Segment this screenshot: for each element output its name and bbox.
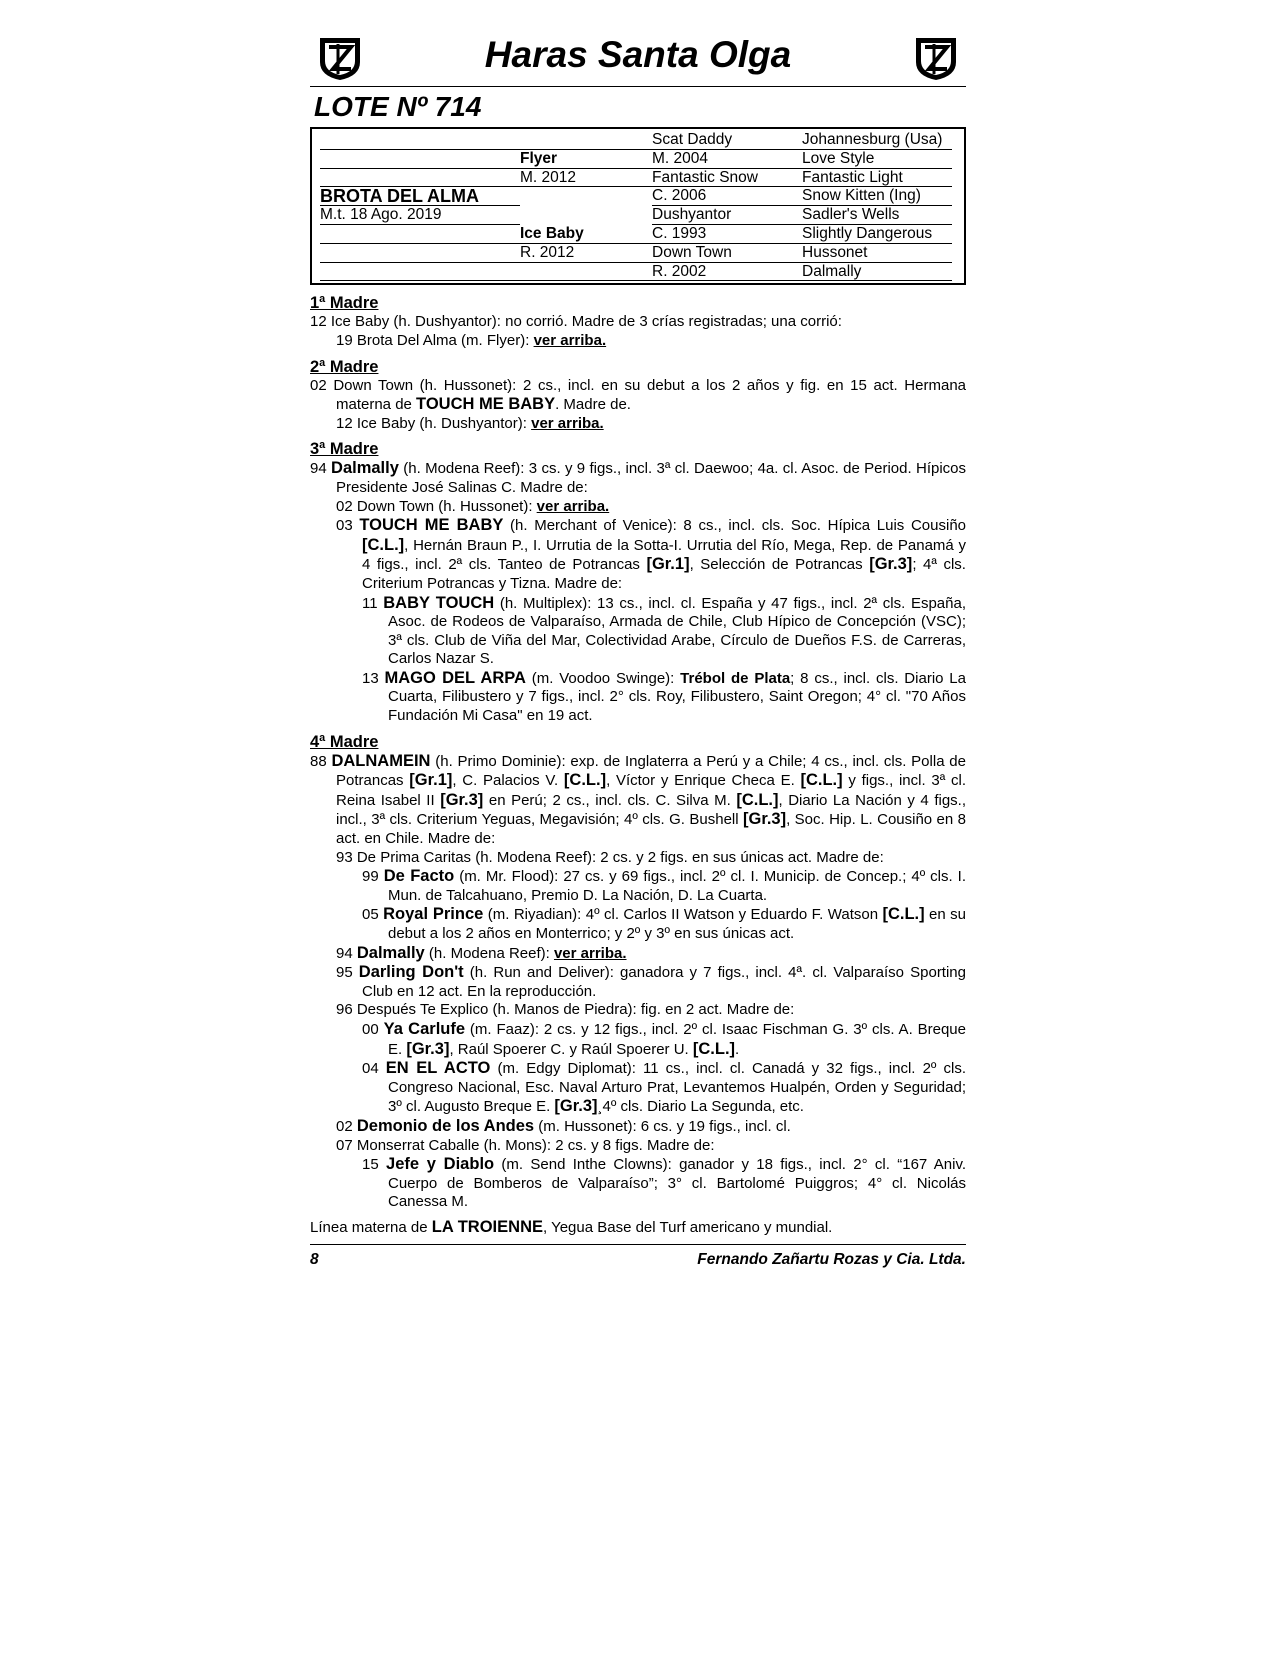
- dam-dam: Down Town: [652, 244, 802, 263]
- ver-arriba-link[interactable]: ver arriba.: [533, 331, 607, 349]
- entry: 02 Demonio de los Andes (m. Hussonet): 6 cs. y 19 figs., incl. cl.: [336, 1116, 791, 1135]
- entry: 04 EN EL ACTO (m. Edgy Diplomat): 11 cs., incl. cl. Canadá y 32 figs., incl. 2º cls. Congreso Nacional, Esc. Naval Arturo Prat, Levantemos Hualpén, Orden y Seguridad; 3º cl. Augusto Breque E. [Gr.3]¸4º cls. Diario La Segunda, etc.: [362, 1059, 967, 1116]
- ancestor: Snow Kitten (Ing): [802, 187, 952, 206]
- dam-sire-info: C. 1993: [652, 225, 802, 244]
- zr-shield-logo-icon: [912, 34, 960, 82]
- entry: 88 DALNAMEIN (h. Primo Dominie): exp. de Inglaterra a Perú y a Chile; 4 cs., incl. cls. Polla de Potrancas [Gr.1], C. Palacios V. [C.L.], Víctor y Enrique Checa E. [C.L.] y figs., incl. 3ª cl. Reina Isabel II [Gr.3] en Perú; 2 cs., incl. cls. C. Silva M. [C.L.], Diario La Nación y 4 figs., incl., 3ª cls. Criterium Yeguas, Megavisión; 4º cls. G. Bushell [Gr.3], Soc. Hip. L. Cousiño en 8 act. en Chile. Madre de:: [310, 751, 966, 848]
- entry: 99 De Facto (m. Mr. Flood): 27 cs. y 69 figs., incl. 2º cl. I. Municip. de Concep.; 4º cls. I. Mun. de Talcahuano, Premio D. La Nación, D. La Cuarta.: [362, 867, 967, 904]
- ancestor: Hussonet: [802, 244, 952, 263]
- entry: 03 TOUCH ME BABY (h. Merchant of Venice): 8 cs., incl. cls. Soc. Hípica Luis Cousiño [C.L.], Hernán Braun P., I. Urrutia de la Sotta-I. Urrutia del Río, Mega, Rep. de Panamá y 4 figs., incl. 2ª cls. Tanteo de Potrancas [Gr.1], Selección de Potrancas [Gr.3]; 4ª cls. Criterium Potrancas y Tizna. Madre de:: [336, 516, 967, 592]
- dam-dam-info: R. 2002: [652, 263, 802, 282]
- page-number: 8: [310, 1251, 319, 1268]
- sire-dam-info: C. 2006: [652, 187, 802, 206]
- entry: 15 Jefe y Diablo (m. Send Inthe Clowns): ganador y 18 figs., incl. 2° cl. “167 Aniv. Cuerpo de Bomberos de Valparaíso”; 3° cl. Bartolomé Puiggros; 4° cl. Nicolás Canessa M.: [362, 1155, 966, 1211]
- entry: 07 Monserrat Caballe (h. Mons): 2 cs. y 8 figs. Madre de:: [336, 1136, 715, 1154]
- ver-arriba-link[interactable]: ver arriba.: [536, 497, 610, 515]
- closing-line: Línea materna de LA TROIENNE, Yegua Base del Turf americano y mundial.: [310, 1217, 833, 1236]
- entry: 94 Dalmally (h. Modena Reef): ver arriba.: [336, 943, 627, 962]
- pedigree-row: [320, 206, 956, 225]
- section-heading: 1ª Madre: [310, 294, 379, 313]
- document-page: [310, 30, 967, 1268]
- lot-number: LOTE Nº 714: [314, 91, 482, 122]
- ver-arriba-link[interactable]: ver arriba.: [531, 414, 604, 432]
- ancestor: Sadler's Wells: [802, 206, 952, 225]
- page-footer: [310, 1244, 966, 1269]
- dam: Ice Baby: [520, 225, 652, 244]
- pedigree-row: [320, 131, 956, 150]
- horse-info: M.t. 18 Ago. 2019: [320, 206, 520, 225]
- ancestor: Dalmally: [802, 263, 952, 282]
- sire: Flyer: [520, 150, 652, 169]
- section-heading: 3ª Madre: [310, 440, 379, 459]
- family-content: [310, 293, 966, 1237]
- ancestor: Johannesburg (Usa): [802, 131, 952, 150]
- dam-sire: Dushyantor: [652, 206, 802, 225]
- sire-sire-info: M. 2004: [652, 150, 802, 169]
- sire-sire: Scat Daddy: [652, 131, 802, 150]
- entry: 19 Brota Del Alma (m. Flyer): ver arriba.: [336, 331, 607, 349]
- sire-info: M. 2012: [520, 169, 652, 188]
- horse-name: BROTA DEL ALMA: [320, 187, 520, 206]
- company-name: Fernando Zañartu Rozas y Cia. Ltda.: [697, 1251, 966, 1268]
- entry: 11 BABY TOUCH (h. Multiplex): 13 cs., incl. cl. España y 47 figs., incl. 2ª cls. España, Asoc. de Rodeos de Valparaíso, Armada de Chile, Club Hípico de Concepción (VSC); 3ª cls. Club de Viña del Mar, Colectividad Arabe, Círculo de Dueños F.S. de Carreras, Carlos Nazar S.: [362, 593, 966, 668]
- pedigree-row: [320, 244, 956, 263]
- section-heading: 4ª Madre: [310, 732, 379, 751]
- entry: 05 Royal Prince (m. Riyadian): 4º cl. Carlos II Watson y Eduardo F. Watson [C.L.] en su debut a los 2 años en Monterrico; y 2º y 3º en sus únicas act.: [362, 905, 966, 942]
- pedigree-row: [320, 150, 956, 169]
- pedigree-row: [320, 225, 956, 244]
- entry: 12 Ice Baby (h. Dushyantor): ver arriba.: [336, 414, 604, 432]
- entry: 00 Ya Carlufe (m. Faaz): 2 cs. y 12 figs., incl. 2º cl. Isaac Fischman G. 3º cls. A. Breque E. [Gr.3], Raúl Spoerer C. y Raúl Spoerer U. [C.L.].: [362, 1019, 966, 1058]
- entry: 95 Darling Don't (h. Run and Deliver): ganadora y 7 figs., incl. 4ª. cl. Valparaíso Sporting Club en 12 act. En la reproducción.: [336, 963, 966, 1000]
- section-heading: 2ª Madre: [310, 357, 379, 376]
- entry: 94 Dalmally (h. Modena Reef): 3 cs. y 9 figs., incl. 3ª cl. Daewoo; 4a. cl. Asoc. de Period. Hípicos Presidente José Salinas C. Madre de:: [310, 459, 967, 496]
- entry: 13 MAGO DEL ARPA (m. Voodoo Swinge): Trébol de Plata; 8 cs., incl. cls. Diario La Cuarta, Filibustero y 7 figs., incl. 2° cls. Roy, Filibustero, Saint Oregon; 4° cl. "70 Años Fundación Mi Casa" en 19 act.: [362, 668, 966, 725]
- pedigree-row: [320, 187, 956, 206]
- ancestor: Love Style: [802, 150, 952, 169]
- pedigree-row: [320, 169, 956, 188]
- dam-info: R. 2012: [520, 244, 652, 263]
- entry: 96 Después Te Explico (h. Manos de Piedra): fig. en 2 act. Madre de:: [336, 1001, 795, 1019]
- ancestor: Fantastic Light: [802, 169, 952, 188]
- pedigree-table: [310, 127, 966, 285]
- page-header: [310, 30, 966, 87]
- ver-arriba-link[interactable]: ver arriba.: [553, 944, 627, 962]
- entry: 02 Down Town (h. Hussonet): ver arriba.: [336, 497, 610, 515]
- entry: 93 De Prima Caritas (h. Modena Reef): 2 cs. y 2 figs. en sus únicas act. Madre de:: [336, 848, 884, 866]
- sire-dam: Fantastic Snow: [652, 169, 802, 188]
- pedigree-row: [320, 263, 956, 282]
- entry: 12 Ice Baby (h. Dushyantor): no corrió. Madre de 3 crías registradas; una corrió:: [310, 313, 842, 331]
- ancestor: Slightly Dangerous: [802, 225, 952, 244]
- entry: 02 Down Town (h. Hussonet): 2 cs., incl. en su debut a los 2 años y fig. en 15 act. Hermana materna de TOUCH ME BABY. Madre de.: [310, 376, 966, 414]
- page-title: Haras Santa Olga: [484, 34, 792, 75]
